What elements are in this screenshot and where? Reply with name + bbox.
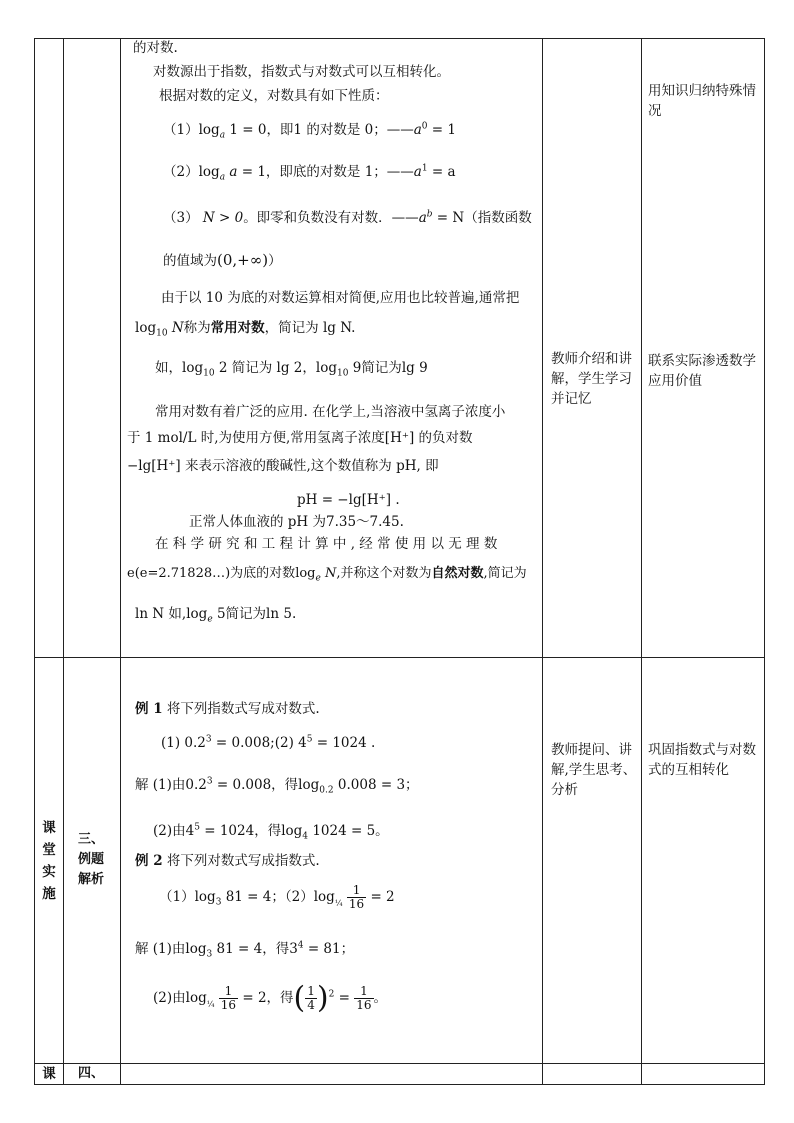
section-label-char: 施 bbox=[42, 886, 56, 902]
lesson-plan-table bbox=[34, 38, 765, 1085]
section-label-char: 实 bbox=[42, 864, 56, 880]
example-2-question: $(1)\log_3$ 81 = 4；$(2)\log_{\frac{1}{4}}$ $\frac{1}{16}$ = 2 bbox=[159, 883, 395, 911]
content-line: 对数源出于指数，指数式与对数式可以互相转化。 bbox=[153, 64, 450, 80]
purpose-cell bbox=[642, 658, 765, 1064]
fraction: $\frac{1}{4}$ bbox=[307, 984, 315, 1012]
section-label-char: 课 bbox=[42, 820, 56, 836]
stage-cell-empty bbox=[64, 39, 121, 658]
natural-log-line-2: e(e=2.71828…)为底的对数$\log_e N$,并称这个对数为自然对数,简记为 bbox=[127, 566, 527, 584]
stage-cell bbox=[64, 1064, 121, 1085]
purpose-text: 巩固指数式与对数式的互相转化 bbox=[648, 742, 756, 778]
property-3: （3） N > 0。即零和负数没有对数．$——a^b = N$（指数函数 bbox=[163, 209, 532, 226]
examples-cell bbox=[121, 658, 543, 1064]
content-cell-logarithm-properties bbox=[121, 39, 543, 658]
purpose-text: 用知识归纳特殊情况 bbox=[648, 83, 756, 119]
teacher-activity-text: 教师介绍和讲解，学生学习并记忆 bbox=[551, 351, 632, 407]
example-1-solution-2: (2)由$4^5 = 1024$，得$\log_4 1024 = 5$。 bbox=[153, 822, 389, 842]
stage-label: 三、 bbox=[78, 832, 105, 847]
property-1: $(1)\log_a$ 1 = 0，即1 的对数是 0；$——a^0 = 1$ bbox=[163, 121, 456, 141]
content-cell-empty bbox=[121, 1064, 543, 1085]
purpose-cell-empty bbox=[642, 1064, 765, 1085]
section-label-char: 课 bbox=[42, 1066, 56, 1082]
purpose-cell bbox=[642, 39, 765, 658]
ph-blood-line: 正常人体血液的 pH 为7.35～7.45. bbox=[189, 514, 404, 530]
example-2-heading: 例 2 将下列对数式写成指数式. bbox=[135, 853, 320, 869]
purpose-text-2: 联系实际渗透数学应用价值 bbox=[648, 353, 756, 389]
stage-cell bbox=[64, 658, 121, 1064]
property-2: $(2)\log_a$ a = 1，即底的对数是 1；$——a^1 = a$ bbox=[163, 163, 456, 183]
teacher-activity-cell-empty bbox=[543, 1064, 642, 1085]
ph-line-1: 常用对数有着广泛的应用. 在化学上,当溶液中氢离子浓度小 bbox=[155, 404, 506, 420]
content-line: 根据对数的定义，对数具有如下性质： bbox=[159, 88, 389, 104]
common-log-line-1: 由于以 10 为底的对数运算相对简便,应用也比较普遍,通常把 bbox=[161, 290, 520, 306]
teacher-activity-cell bbox=[543, 39, 642, 658]
property-3-cont: 的值域为(0,+∞)） bbox=[163, 251, 282, 269]
section-label-cell bbox=[35, 1064, 64, 1085]
common-log-line-2: $\log_{10} N$称为常用对数，简记为 lg N. bbox=[135, 320, 356, 339]
stage-label: 四、 bbox=[78, 1066, 105, 1081]
section-cell-empty bbox=[35, 39, 64, 658]
stage-label: 解析 bbox=[78, 872, 105, 887]
teacher-activity-cell bbox=[543, 658, 642, 1064]
fraction: $\frac{1}{16}$ bbox=[348, 883, 365, 911]
example-1-question: (1) $0.2^3$ = 0.008;(2) $4^5 = 1024$ . bbox=[161, 734, 376, 751]
ph-formula: pH = −lg[H⁺] . bbox=[297, 492, 400, 508]
example-1-solution-1: 解 (1)由$0.2^3 = 0.008$，得$\log_{0.2} 0.008 = 3$； bbox=[135, 776, 419, 796]
fraction: $\frac{1}{16}$ bbox=[356, 984, 372, 1012]
section-label-char: 堂 bbox=[42, 842, 56, 858]
example-2-solution-2: (2)由$\log_{\frac{1}{4}}$ $\frac{1}{16}$ = 2，得( $\frac{1}{4}$ )$^2$ = $\frac{1}{16}$ 。 bbox=[153, 980, 388, 1016]
common-log-example: 如，$\log_{10} 2$ 简记为 lg 2，$\log_{10} 9$简记为lg 9 bbox=[155, 360, 428, 379]
stage-label: 例题 bbox=[78, 852, 105, 867]
example-1-heading: 例 1 将下列指数式写成对数式. bbox=[135, 701, 320, 717]
teacher-activity-text: 教师提问、讲解,学生思考、分析 bbox=[551, 742, 637, 798]
example-2-solution-1: 解 (1)由$\log_3 81 = 4$，得$3^4 = 81$； bbox=[135, 940, 355, 960]
natural-log-line-3: ln N 如$,\log_e$ 5简记为ln 5. bbox=[135, 606, 297, 625]
section-label-cell bbox=[35, 658, 64, 1064]
ph-line-2: 于 1 mol/L 时,为使用方便,常用氢离子浓度[H⁺] 的负对数 bbox=[127, 430, 473, 446]
natural-log-line-1: 在 科 学 研 究 和 工 程 计 算 中 , 经 常 使 用 以 无 理 数 bbox=[155, 536, 498, 552]
fraction: $\frac{1}{16}$ bbox=[220, 984, 237, 1012]
ph-line-3: −lg[H⁺] 来表示溶液的酸碱性,这个数值称为 pH, 即 bbox=[127, 458, 439, 474]
content-line: 的对数. bbox=[133, 40, 178, 56]
